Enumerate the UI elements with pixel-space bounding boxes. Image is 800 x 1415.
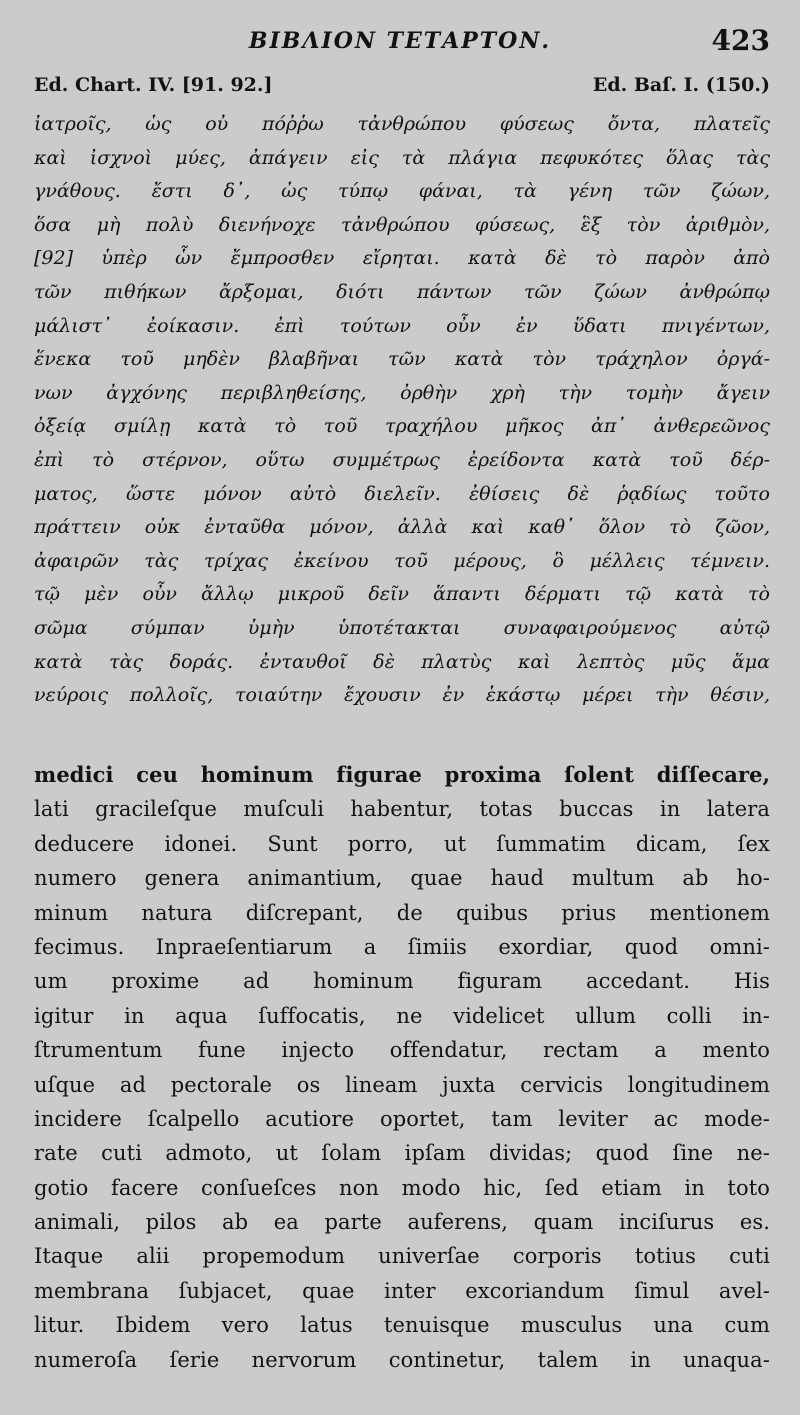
latin-line: minum natura diſcrepant, de quibus prius mentionem (34, 900, 770, 925)
latin-line: uſque ad pectorale os lineam juxta cervicis longitudinem (34, 1072, 770, 1097)
greek-line: τῷ μὲν οὖν ἄλλῳ μικροῦ δεῖν ἅπαντι δέρματι τῷ κατὰ τὸ (34, 583, 770, 606)
greek-text-block (34, 108, 770, 713)
latin-line: incidere ſcalpello acutiore oportet, tam leviter ac mode- (34, 1106, 770, 1131)
greek-line: ὅσα μὴ πολὺ διενήνοχε τἀνθρώπου φύσεως, ἓξ τὸν ἀριθμὸν, (34, 213, 770, 236)
latin-line: numero genera animantium, quae haud multum ab ho- (34, 866, 770, 891)
latin-line: membrana ſubjacet, quae inter excoriandum ſimul avel- (34, 1278, 770, 1303)
edition-chartier-reference: Ed. Chart. IV. [91. 92.] (34, 74, 273, 96)
greek-line: ὀξείᾳ σμίλῃ κατὰ τὸ τοῦ τραχήλου μῆκος ἀπ᾽ ἀνθερεῶνος (34, 415, 770, 438)
greek-line: ἰατροῖς, ὡς οὐ πόῤῥω τἀνθρώπου φύσεως ὄντα, πλατεῖς (34, 113, 770, 135)
latin-line: um proxime ad hominum figuram accedant. His (34, 969, 770, 994)
latin-line: gotio facere conſueſces non modo hic, ſed etiam in toto (34, 1175, 770, 1200)
latin-line: medici ceu hominum figurae proxima ſolent diſſecare, (34, 762, 770, 787)
greek-line: πράττειν οὐκ ἐνταῦθα μόνον, ἀλλὰ καὶ καθ᾽ ὅλον τὸ ζῶον, (34, 516, 770, 539)
latin-line: rate cuti admoto, ut ſolam ipſam dividas; quod ſine ne- (34, 1141, 770, 1166)
page-number: 423 (711, 24, 770, 57)
latin-text-block (34, 758, 770, 1377)
greek-line: γνάθους. ἔστι δ᾽, ὡς τύπῳ φάναι, τὰ γένη τῶν ζώων, (34, 180, 770, 203)
greek-line: μάλιστ᾽ ἐοίκασιν. ἐπὶ τούτων οὖν ἐν ὕδατι πνιγέντων, (34, 314, 770, 337)
latin-line: igitur in aqua ſuffocatis, ne videlicet ullum colli in- (34, 1003, 770, 1028)
latin-line: animali, pilos ab ea parte auferens, quam inciſurus es. (34, 1210, 770, 1235)
greek-line: ἕνεκα τοῦ μηδὲν βλαβῆναι τῶν κατὰ τὸν τράχηλον ὀργά- (34, 348, 770, 371)
greek-line: σῶμα σύμπαν ὑμὴν ὑποτέτακται συναφαιρούμενος αὐτῷ (34, 616, 770, 639)
greek-line: νων ἀγχόνης περιβληθείσης, ὀρθὴν χρὴ τὴν τομὴν ἄγειν (34, 381, 770, 404)
running-head (0, 24, 800, 62)
greek-line: τῶν πιθήκων ἄρξομαι, διότι πάντων τῶν ζώων ἀνθρώπῳ (34, 280, 770, 303)
edition-references (34, 74, 770, 102)
greek-line: καὶ ἰσχνοὶ μύες, ἀπάγειν εἰς τὰ πλάγια πεφυκότες ὅλας τὰς (34, 146, 770, 169)
latin-line: Itaque alii propemodum univerſae corporis totius cuti (34, 1244, 770, 1269)
greek-line: [92] ὑπὲρ ὧν ἔμπροσθεν εἴρηται. κατὰ δὲ τὸ παρὸν ἀπὸ (34, 247, 770, 270)
latin-line: litur. Ibidem vero latus tenuisque musculus una cum (34, 1313, 770, 1338)
latin-line: deducere idonei. Sunt porro, ut ſummatim dicam, ſex (34, 831, 770, 856)
running-title: BIBΛΙΟΝ ΤΕΤΑΡΤΟΝ. (248, 28, 552, 54)
greek-line: κατὰ τὰς δοράς. ἐνταυθοῖ δὲ πλατὺς καὶ λεπτὸς μῦς ἅμα (34, 650, 770, 673)
latin-line: ſtrumentum fune injecto offendatur, rectam a mento (34, 1038, 770, 1063)
greek-line: ἐπὶ τὸ στέρνον, οὕτω συμμέτρως ἐρείδοντα κατὰ τοῦ δέρ- (34, 448, 770, 471)
latin-line: numeroſa ſerie nervorum continetur, talem in unaqua- (34, 1347, 770, 1372)
greek-line: νεύροις πολλοῖς, τοιαύτην ἔχουσιν ἐν ἑκάστῳ μέρει τὴν θέσιν, (34, 684, 770, 707)
edition-basel-reference: Ed. Baſ. I. (150.) (592, 74, 770, 96)
latin-line: lati gracileſque muſculi habentur, totas buccas in latera (34, 797, 770, 822)
greek-line: ἀφαιρῶν τὰς τρίχας ἐκείνου τοῦ μέρους, ὃ μέλλεις τέμνειν. (34, 549, 770, 572)
latin-line: fecimus. Inpraeſentiarum a ſimiis exordiar, quod omni- (34, 934, 770, 959)
greek-line: ματος, ὥστε μόνον αὐτὸ διελεῖν. ἐθίσεις δὲ ῥᾳδίως τοῦτο (34, 482, 770, 505)
